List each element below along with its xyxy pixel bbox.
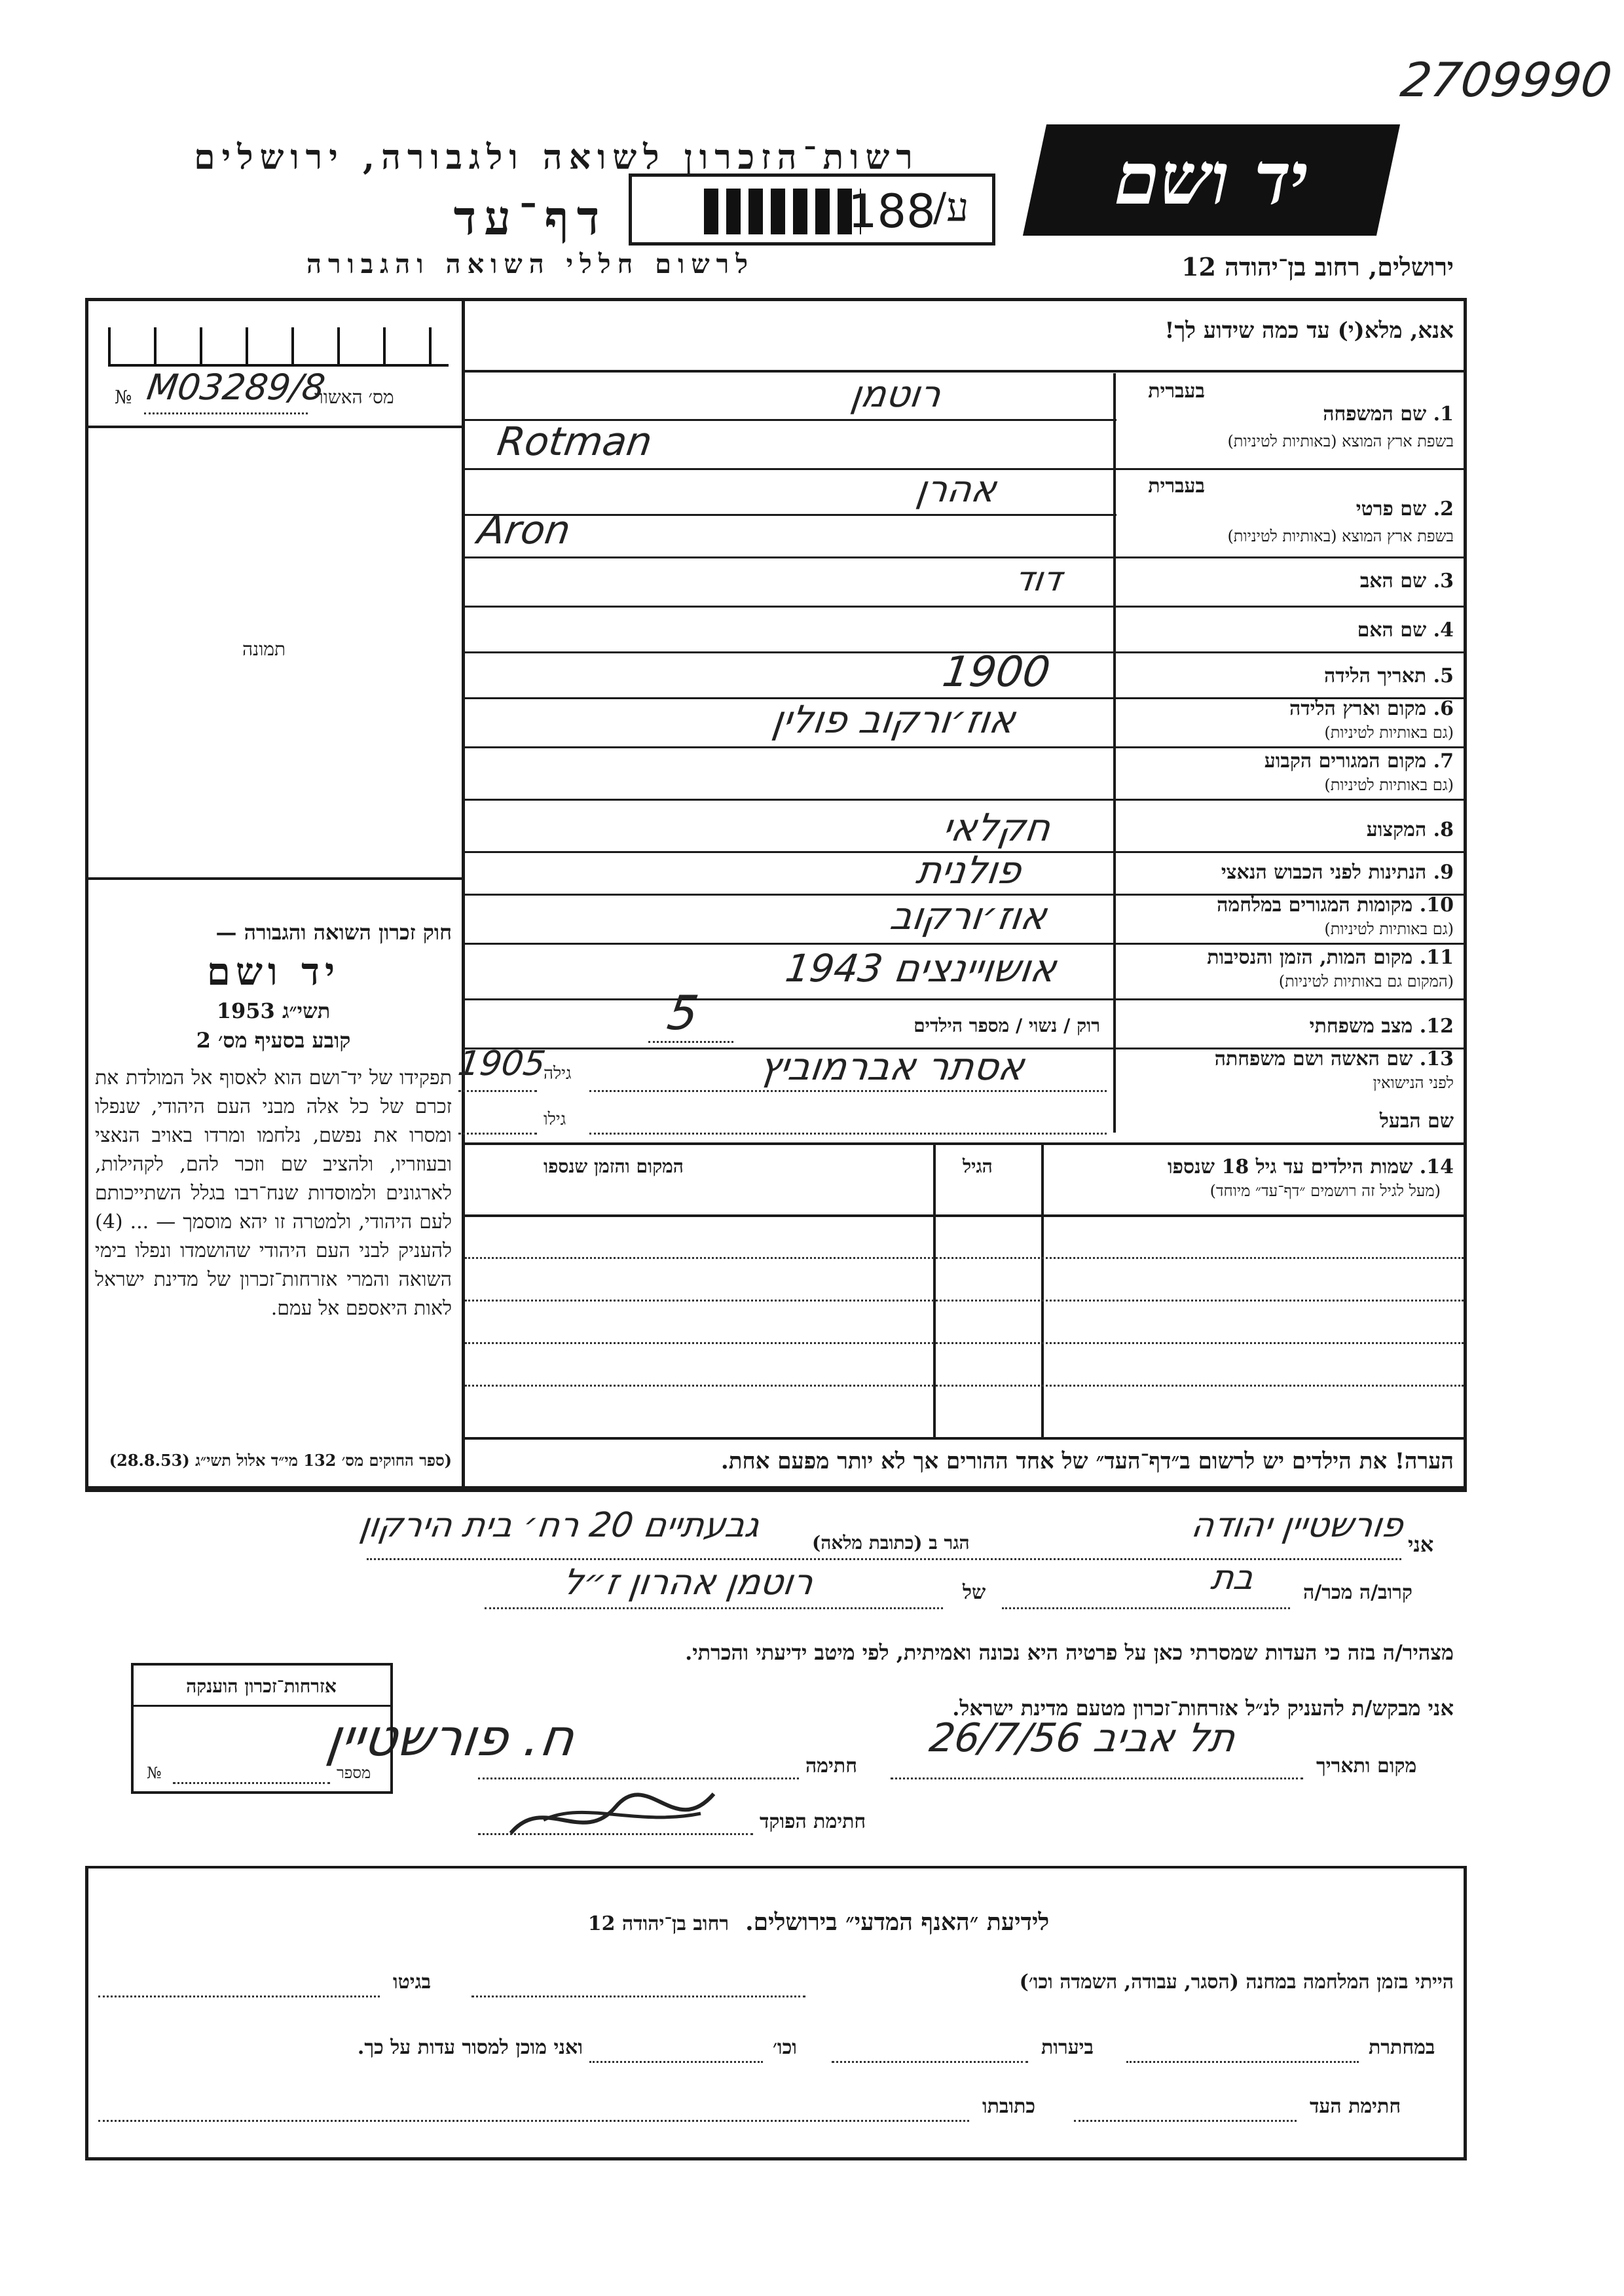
field-5-name: תאריך הלידה [1324, 665, 1427, 687]
yad-vashem-logo [1023, 124, 1400, 236]
field-1-note: בשפת ארץ המוצא (באותיות לטיניות) [1227, 432, 1454, 450]
field-13-num: 13. [1419, 1048, 1454, 1070]
signature-value: ח. פורשטיין [323, 1709, 578, 1768]
law-name: יד ושם [206, 949, 341, 994]
citizenship-title-line [134, 1705, 390, 1707]
field-3-num: 3. [1433, 570, 1454, 592]
children-row-2 [465, 1300, 1464, 1302]
form-title: דף־עד [453, 190, 608, 246]
children-bottom-line [462, 1437, 1467, 1440]
children-row-3 [465, 1342, 1464, 1344]
wife-age-line [458, 1090, 537, 1092]
photo-label: תמונה [242, 638, 286, 660]
request-text: אני מבקש/ת להעניק לנ״ל אזרחות־זכרון מטעם מדינת ישראל. [952, 1696, 1454, 1721]
field-8-num: 8. [1433, 818, 1454, 841]
children-table-subtitle: (מעל לגיל זה רושמים ״דף־עד״ מיוחד) [1209, 1182, 1441, 1200]
law-top-line [85, 877, 465, 880]
of-name: רוטמן אהרון ז״ל [560, 1561, 816, 1603]
field-12-name: מצב משפחתי [1309, 1015, 1413, 1038]
note-text: הערה! את הילדים יש לרשום ב״דף־העד״ של אחד ההורים אך לא יותר מפעם אחת. [720, 1448, 1454, 1474]
husband-name-line [589, 1133, 1107, 1135]
field-10-line [462, 943, 1467, 945]
law-year: תשי״ג 1953 [216, 998, 331, 1023]
approval-label: מס׳ האשור [314, 386, 394, 408]
citizenship-number-line [173, 1782, 330, 1784]
citizenship-number-label: מספר [337, 1764, 371, 1782]
husband-age-line [458, 1133, 537, 1135]
field-4-num: 4. [1433, 619, 1454, 642]
footer-address-label: כתובתו [982, 2095, 1036, 2118]
citizenship-no: № [147, 1764, 162, 1782]
children-col-div-1 [1041, 1142, 1044, 1437]
field-5-label [1126, 665, 1454, 687]
place-date-line [891, 1777, 1303, 1779]
of-line [485, 1607, 943, 1609]
stamp-bars [704, 189, 861, 234]
approval-divider [85, 426, 465, 428]
field-9-name: הנתינות לפני הכבוש הנאצי [1221, 861, 1427, 884]
field-4-label [1126, 619, 1454, 642]
officer-signature-scribble [504, 1781, 727, 1853]
children-count-line [648, 1041, 733, 1043]
children-count: 5 [664, 985, 702, 1040]
label-column-divider [1113, 373, 1116, 1133]
children-header-line [462, 1214, 1467, 1217]
field-13-note: לפני הנישואין [1373, 1074, 1454, 1092]
footer-title-text: לידיעת ״האנף המדעי״ בירושלים. [745, 1908, 1050, 1936]
field-10-name: מקומות המגורים במלחמה [1217, 894, 1413, 917]
field-11-num: 11. [1419, 946, 1454, 969]
field-4-name: שם האם [1357, 619, 1427, 642]
husband-age-label: גילו [544, 1110, 566, 1129]
footer-frame [85, 1866, 1467, 2160]
field-6-num: 6. [1433, 697, 1454, 720]
field-9-value: פולנית [913, 848, 1025, 892]
field-1-num: 1. [1433, 403, 1454, 426]
logo-text: יד ושם [1106, 136, 1318, 221]
declarant-i-label: אני [1408, 1532, 1434, 1557]
field-6-value: אוז׳ורקוב פולין [769, 697, 1018, 742]
relation-value: בת [1208, 1558, 1257, 1597]
fields-top-line [462, 370, 1467, 373]
children-col-place: המקום והזמן שנספו [544, 1156, 684, 1177]
field-8-value: חקלאי [940, 805, 1054, 850]
declarant-address: גבעתיים 20 רח׳ בית הירקון [357, 1506, 762, 1545]
law-text: תפקידו של יד־ושם הוא לאסוף אל המולדת את זכרם של כל אלה מבני העם היהודי, שנפלו ומסרו את נפשם, נלחמו ומרדו באויב הנאצי ובעוזריו, ולהציב שם וזכר להם, לקהילות, לארגונים ולמוסדות שנח־רבו בגלל השתייכותם לעם היהודי, ולמטרה זו יהא מוסמך — ... (4) להעניק לבני העם היהודי שהושמדו ונפלו בימי השואה והמרי אזרחות־זכרון של מדינת ישראל לאות היאספם אל עמם. [95, 1066, 452, 1320]
declaration-text: מצהיר/ה בזה כי העדות שמסרתי כאן על פרטיה היא נכונה ואמיתית, לפי מיטב ידיעתי והכרתי. [685, 1640, 1454, 1665]
signature-line [478, 1777, 799, 1779]
field-6-note: (גם באותיות לטיניות) [1324, 723, 1454, 742]
citizenship-box [131, 1663, 393, 1794]
children-row-4 [465, 1385, 1464, 1387]
field-8-label [1126, 818, 1454, 841]
field-6-label [1126, 697, 1454, 720]
field-5-num: 5. [1433, 665, 1454, 687]
field-2-value-he: אהרן [913, 468, 999, 511]
field-10-num: 10. [1419, 894, 1454, 917]
field-11-line [462, 998, 1467, 1000]
children-col-age: הגיל [963, 1156, 993, 1177]
field-1-label [1126, 403, 1454, 426]
declaration-top-line [85, 1489, 1467, 1492]
wife-age-label: גילה [544, 1064, 572, 1084]
field-3-value: דוד [1012, 560, 1065, 599]
field-1-value-he: רוטמן [848, 373, 944, 416]
approval-number: M03289/8 [144, 367, 328, 408]
footer-forests: ביערות [1041, 2036, 1094, 2059]
field-2-lang: בעברית [1148, 475, 1205, 498]
field-2-num: 2. [1433, 498, 1454, 520]
field-2-name: שם פרטי [1356, 498, 1427, 520]
footer-address: רחוב בן־יהודה 12 [587, 1912, 729, 1935]
field-13-name: שם האשה ושם משפחתה [1214, 1048, 1413, 1070]
field-9-label [1126, 861, 1454, 884]
approval-no-prefix: № [115, 386, 132, 408]
footer-etc: וכו׳ [773, 2036, 797, 2059]
field-7-num: 7. [1433, 750, 1454, 773]
citizenship-title: אזרחות־זכרון הוענקה [186, 1675, 337, 1697]
law-reference: (ספר החוקים מס׳ 132 מי״ד אלול תשי״ג (28.8.53) [109, 1451, 452, 1470]
signature-label: חתימה [805, 1755, 857, 1777]
field-11-note: (המקום גם באותיות לטיניות) [1278, 972, 1454, 991]
children-col-div-2 [933, 1142, 936, 1437]
field-5-value: 1900 [939, 648, 1054, 697]
field-7-name: מקום המגורים הקבוע [1264, 750, 1427, 773]
field-13-line [462, 1142, 1467, 1145]
field-10-label [1120, 894, 1454, 917]
field-13-label [1113, 1048, 1454, 1070]
field-6-name: מקום וארץ הלידה [1289, 697, 1427, 720]
children-table-title: 14. שמות הילדים עד גיל 18 שנספו [1167, 1156, 1454, 1178]
field-2-line [462, 556, 1467, 558]
field-9-num: 9. [1433, 861, 1454, 884]
header-address: ירושלים, רחוב בן־יהודה 12 [1181, 252, 1454, 282]
field-6-line [462, 746, 1467, 748]
stamp-suffix: /ע [933, 185, 969, 230]
field-11-value: אושויינצים 1943 [783, 946, 1060, 991]
field-2-note: בשפת ארץ המוצא (באותיות לטיניות) [1227, 527, 1454, 545]
field-7-note: (גם באותיות לטיניות) [1324, 776, 1454, 794]
footer-witness-signature: חתימת העד [1310, 2095, 1401, 2118]
field-13-value: אסתר אברמוביץ [756, 1044, 1027, 1089]
place-date-label: מקום ותאריך [1316, 1755, 1417, 1777]
footer-underground: במחתרת [1369, 2036, 1435, 2059]
relative-label: קרוב/ה מכר/ה [1303, 1581, 1412, 1604]
footer-willing: ואני מוכן למסור עדות על כך. [357, 2036, 583, 2059]
officer-signature-label: חתימת הפוקד [760, 1810, 866, 1833]
husband-label: שם הבעל [1379, 1110, 1454, 1133]
field-11-label [1120, 946, 1454, 969]
form-subtitle: לרשום חללי השואה והגבורה [306, 249, 755, 280]
relation-line [1002, 1607, 1290, 1609]
law-title: חוק זכרון השואה והגבורה — [215, 920, 452, 945]
place-date-value: תל אביב 26/7/56 [927, 1715, 1238, 1761]
field-12-num: 12. [1419, 1015, 1454, 1038]
field-1-value-latin: Rotman [494, 419, 655, 465]
field-2-value-latin: Aron [475, 507, 574, 553]
approval-line [144, 412, 308, 414]
marital-options: רוק / נשוי / מספר הילדים [913, 1015, 1100, 1036]
footer-ghetto: בגיטו [393, 1971, 432, 1994]
field-1-lang: בעברית [1148, 380, 1205, 403]
children-row-1 [465, 1257, 1464, 1259]
wife-age: 1905 [455, 1044, 548, 1084]
stamp-number: 188 [848, 185, 936, 238]
field-7-label [1126, 750, 1454, 773]
field-3-name: שם האב [1359, 570, 1427, 592]
footer-line-1: הייתי בזמן המלחמה במחנה (הסגר, עבודה, השמדה וכו׳) [1019, 1971, 1454, 1994]
field-2-label [1126, 498, 1454, 520]
intro-text: אנא, מלא(י) עד כמה שידוע לך! [1164, 318, 1454, 344]
field-8-name: המקצוע [1366, 818, 1427, 841]
declarant-residing: הגר ב (כתובת מלאה) [812, 1532, 970, 1554]
field-10-value: אוז׳ורקוב [887, 894, 1050, 938]
institution-title: רשות־הזכרון לשואה ולגבורה, ירושלים [194, 137, 919, 177]
of-label: של [963, 1581, 986, 1604]
declarant-name: פורשטיין יהודה [1189, 1506, 1406, 1545]
field-7-line [462, 799, 1467, 801]
approval-ticks [108, 327, 449, 367]
field-3-line [462, 606, 1467, 608]
field-3-label [1126, 570, 1454, 592]
law-section: קובע בסעיף מס׳ 2 [196, 1028, 351, 1053]
wife-name-line [589, 1090, 1107, 1092]
field-1-name: שם המשפחה [1323, 403, 1427, 426]
field-12-label [1126, 1015, 1454, 1038]
archive-number: 2709990 [1397, 52, 1615, 107]
field-11-name: מקום המות, הזמן והנסיבות [1207, 946, 1413, 969]
field-10-note: (גם באותיות לטיניות) [1324, 920, 1454, 938]
registry-stamp [629, 173, 995, 246]
